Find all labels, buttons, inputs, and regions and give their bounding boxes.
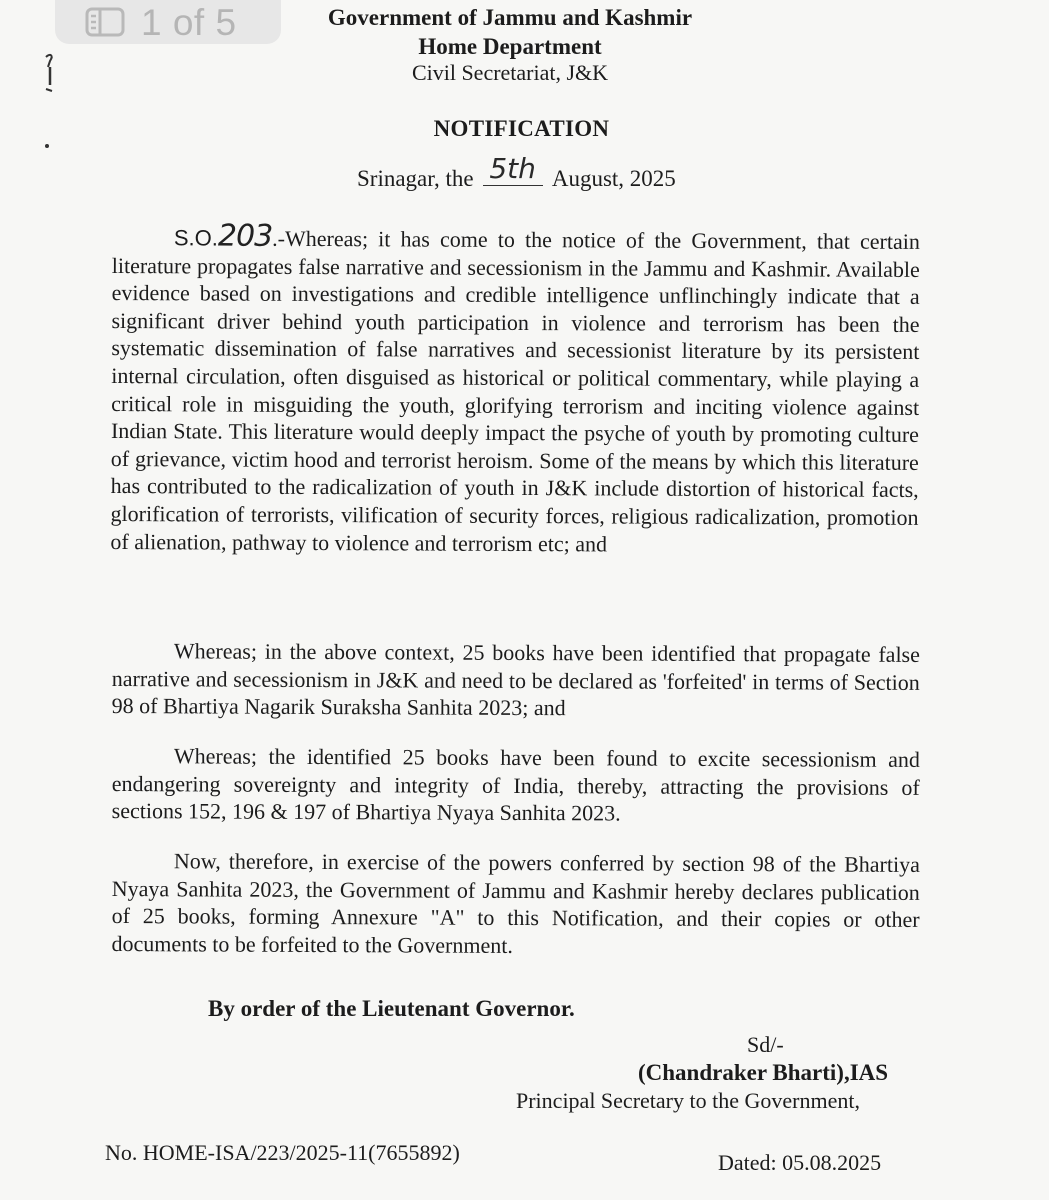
so-prefix: S.O.	[173, 225, 218, 251]
handwritten-so-number: 203	[217, 218, 273, 254]
thumbnails-icon	[85, 7, 125, 37]
paragraph-whereas-literature	[110, 218, 920, 559]
date-blank	[483, 152, 543, 186]
document-title: NOTIFICATION	[433, 116, 610, 141]
dateline	[357, 152, 676, 192]
order-line: By order of the Lieutenant Governor.	[208, 996, 575, 1021]
signatory-name: (Chandraker Bharti),IAS	[638, 1060, 889, 1085]
letterhead-government: Government of Jammu and Kashmir	[327, 5, 693, 30]
paragraph-now-therefore	[111, 847, 920, 961]
paragraph-whereas-secessionism	[112, 742, 920, 829]
paragraph3-text: Whereas; the identified 25 books have been found to excite secessionism and endangering sovereignty and integrity of India, thereby, attracting the provisions of sections 152, 196 & 197 of Bhartiya Nyaya Sanhita 2023.	[111, 743, 920, 826]
signatory-designation: Principal Secretary to the Government,	[516, 1088, 860, 1113]
margin-pen-marks	[36, 45, 60, 155]
paragraph1-text: .-Whereas; it has come to the notice of the Government, that certain literature propagates false narrative and secessionism in the Jammu and Kashmir. Available evidence based on investigations and credible intelligence unflinchingly indicate that a significant driver behind youth participation in violence and terrorism has been the systematic dissemination of false narratives and secessionist literature by its persistent internal circulation, often disguised as historical or political commentary, while playing a critical role in misguiding the youth, glorifying terrorism and inciting violence against Indian State. This literature would deeply impact the psyche of youth by promoting culture of grievance, victim hood and terrorist heroism. Some of the means by which this literature has contributed to the radicalization of youth in J&K include distortion of historical facts, glorification of terrorists, vilification of security forces, religious radicalization, promotion of alienation, pathway to violence and terrorism etc; and	[110, 225, 920, 556]
page-indicator[interactable]	[55, 0, 281, 44]
paragraph4-text: Now, therefore, in exercise of the powers conferred by section 98 of the Bhartiya Nyaya Sanhita 2023, the Government of Jammu and Kashmir hereby declares publication of 25 books, forming Annexure "A" to this Notification, and their copies or other documents to be forfeited to the Government.	[111, 848, 920, 958]
dateline-suffix: August, 2025	[551, 166, 676, 191]
document-date: Dated: 05.08.2025	[718, 1150, 882, 1175]
dateline-prefix: Srinagar, the	[357, 166, 474, 191]
letterhead-secretariat: Civil Secretariat, J&K	[411, 60, 609, 85]
letterhead-department: Home Department	[418, 34, 602, 59]
paragraph-whereas-books-identified	[112, 637, 920, 724]
signature-sd: Sd/-	[747, 1032, 784, 1057]
page-indicator-label: 1 of 5	[141, 1, 237, 43]
reference-number: No. HOME-ISA/223/2025-11(7655892)	[105, 1140, 460, 1165]
paragraph2-text: Whereas; in the above context, 25 books have been identified that propagate false narrative and secessionism in J&K and need to be declared as 'forfeited' in terms of Section 98 of Bhartiya Nagarik Suraksha Sanhita 2023; and	[111, 638, 920, 721]
handwritten-day: 5th	[489, 152, 536, 185]
